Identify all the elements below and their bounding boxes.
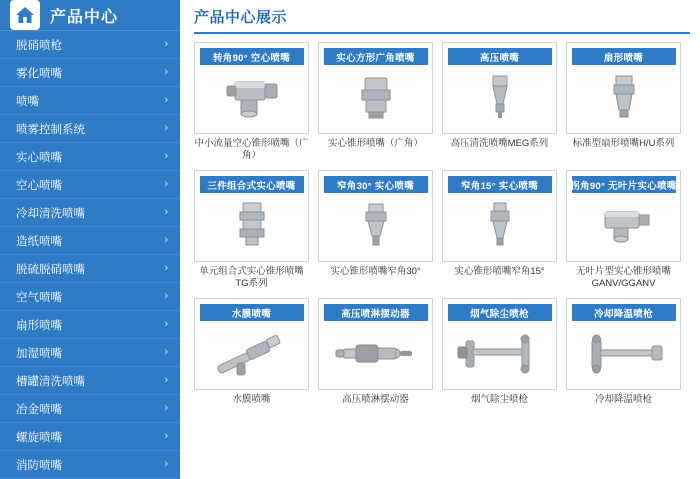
- sidebar-item-5[interactable]: [0, 171, 180, 199]
- product-thumb-box: [442, 298, 557, 390]
- product-thumb-box: [194, 170, 309, 262]
- product-card-9[interactable]: [318, 298, 433, 406]
- sidebar-item-6[interactable]: [0, 199, 180, 227]
- product-thumb-box: [442, 170, 557, 262]
- sidebar-item-label: 螺旋喷嘴: [16, 431, 62, 444]
- sidebar-item-15[interactable]: [0, 451, 180, 479]
- cooling-lance-icon: [571, 321, 676, 386]
- product-caption: 冷却降温喷枪: [594, 394, 652, 405]
- product-thumb-box: [566, 170, 681, 262]
- sidebar-item-label: 脱硫脱硝喷嘴: [16, 263, 85, 276]
- product-caption: 中小流量空心锥形喷嘴（广角）: [194, 138, 309, 161]
- product-thumb-box: [194, 298, 309, 390]
- product-thumb-box: [194, 42, 309, 134]
- product-card-10[interactable]: [442, 298, 557, 406]
- sidebar-item-label: 造纸喷嘴: [16, 235, 62, 248]
- sidebar-item-label: 加湿喷嘴: [16, 347, 62, 360]
- product-tag: 水膜喷嘴: [200, 304, 304, 321]
- chevron-right-icon: ›: [164, 38, 168, 50]
- chevron-right-icon: ›: [164, 122, 168, 134]
- product-caption: 无叶片型实心锥形喷嘴GANV/GGANV: [575, 266, 671, 289]
- sidebar-header: [0, 0, 180, 31]
- chevron-right-icon: ›: [164, 430, 168, 442]
- product-card-5[interactable]: [318, 170, 433, 290]
- narrow30-nozzle-icon: [323, 193, 428, 258]
- sidebar-item-10[interactable]: [0, 311, 180, 339]
- product-tag: 窄角15° 实心喷嘴: [448, 176, 552, 193]
- chevron-right-icon: ›: [164, 402, 168, 414]
- product-tag: 高压喷淋摆动器: [324, 304, 428, 321]
- sidebar-item-3[interactable]: [0, 115, 180, 143]
- sidebar-item-label: 空心喷嘴: [16, 179, 62, 192]
- home-icon: [10, 0, 40, 30]
- corner-vaneless-nozzle-icon: [571, 193, 676, 258]
- product-card-6[interactable]: [442, 170, 557, 290]
- sidebar-item-7[interactable]: [0, 227, 180, 255]
- sidebar: [0, 0, 180, 472]
- chevron-right-icon: ›: [164, 318, 168, 330]
- highpressure-nozzle-icon: [447, 65, 552, 130]
- product-caption: 标准型扇形喷嘴H/U系列: [572, 138, 675, 149]
- sidebar-item-13[interactable]: [0, 395, 180, 423]
- sidebar-item-11[interactable]: [0, 339, 180, 367]
- product-thumb-box: [318, 298, 433, 390]
- sidebar-item-8[interactable]: [0, 255, 180, 283]
- square-nozzle-icon: [323, 65, 428, 130]
- product-tag: 扇形喷嘴: [572, 48, 676, 65]
- product-caption: 实心锥形喷嘴窄角30°: [330, 266, 421, 277]
- product-tag: 实心方形广角喷嘴: [324, 48, 428, 65]
- sidebar-item-label: 冶金喷嘴: [16, 403, 62, 416]
- product-thumb-box: [442, 42, 557, 134]
- water-film-nozzle-icon: [199, 321, 304, 386]
- chevron-right-icon: ›: [164, 178, 168, 190]
- chevron-right-icon: ›: [164, 290, 168, 302]
- product-card-0[interactable]: [194, 42, 309, 162]
- sidebar-item-0[interactable]: [0, 31, 180, 59]
- product-card-1[interactable]: [318, 42, 433, 162]
- product-caption: 实心锥形喷嘴（广角）: [327, 138, 423, 149]
- product-thumb-box: [318, 42, 433, 134]
- sidebar-item-label: 实心喷嘴: [16, 151, 62, 164]
- product-card-8[interactable]: [194, 298, 309, 406]
- chevron-right-icon: ›: [164, 234, 168, 246]
- product-grid: [194, 42, 690, 406]
- three-piece-nozzle-icon: [199, 193, 304, 258]
- sidebar-item-2[interactable]: [0, 87, 180, 115]
- sidebar-item-9[interactable]: [0, 283, 180, 311]
- sidebar-item-12[interactable]: [0, 367, 180, 395]
- oscillator-icon: [323, 321, 428, 386]
- sidebar-item-label: 雾化喷嘴: [16, 67, 62, 80]
- product-tag: 转角90° 空心喷嘴: [200, 48, 304, 65]
- product-tag: 三件组合式实心喷嘴: [200, 176, 304, 193]
- product-tag: 冷却降温喷枪: [572, 304, 676, 321]
- chevron-right-icon: ›: [164, 94, 168, 106]
- chevron-right-icon: ›: [164, 150, 168, 162]
- page-title: 产品中心展示: [194, 8, 288, 26]
- product-thumb-box: [566, 298, 681, 390]
- product-tag: 拐角90° 无叶片实心喷嘴: [572, 176, 676, 193]
- main-header: [194, 0, 690, 34]
- sidebar-item-label: 喷嘴: [16, 95, 39, 108]
- narrow15-nozzle-icon: [447, 193, 552, 258]
- dust-lance-icon: [447, 321, 552, 386]
- sidebar-item-label: 冷却清洗喷嘴: [16, 207, 85, 220]
- sidebar-item-label: 喷雾控制系统: [16, 123, 85, 136]
- product-caption: 水膜喷嘴: [232, 394, 271, 405]
- elbow-nozzle-icon: [199, 65, 304, 130]
- sidebar-item-label: 消防喷嘴: [16, 459, 62, 472]
- sidebar-item-1[interactable]: [0, 59, 180, 87]
- product-thumb-box: [566, 42, 681, 134]
- sidebar-item-label: 空气喷嘴: [16, 291, 62, 304]
- chevron-right-icon: ›: [164, 374, 168, 386]
- product-card-7[interactable]: [566, 170, 681, 290]
- sidebar-menu: [0, 31, 180, 479]
- product-tag: 窄角30° 实心喷嘴: [324, 176, 428, 193]
- product-caption: 高压清洗喷嘴MEG系列: [450, 138, 549, 149]
- product-caption: 烟气除尘喷枪: [470, 394, 528, 405]
- product-card-2[interactable]: [442, 42, 557, 162]
- product-card-3[interactable]: [566, 42, 681, 162]
- chevron-right-icon: ›: [164, 346, 168, 358]
- sidebar-item-14[interactable]: [0, 423, 180, 451]
- sidebar-item-label: 扇形喷嘴: [16, 319, 62, 332]
- product-caption: 实心锥形喷嘴窄角15°: [454, 266, 545, 277]
- main-content: [180, 0, 700, 433]
- product-card-11[interactable]: [566, 298, 681, 406]
- chevron-right-icon: ›: [164, 206, 168, 218]
- product-card-4[interactable]: [194, 170, 309, 290]
- product-caption: 单元组合式实心锥形喷嘴TG系列: [199, 266, 304, 289]
- sidebar-item-label: 脱硝喷枪: [16, 39, 62, 52]
- chevron-right-icon: ›: [164, 66, 168, 78]
- sidebar-item-label: 槽罐清洗喷嘴: [16, 375, 85, 388]
- chevron-right-icon: ›: [164, 458, 168, 470]
- chevron-right-icon: ›: [164, 262, 168, 274]
- product-tag: 高压喷嘴: [448, 48, 552, 65]
- sidebar-item-4[interactable]: [0, 143, 180, 171]
- product-thumb-box: [318, 170, 433, 262]
- product-tag: 烟气除尘喷枪: [448, 304, 552, 321]
- product-caption: 高压喷淋摆动器: [342, 394, 409, 405]
- fan-nozzle-icon: [571, 65, 676, 130]
- sidebar-title: 产品中心: [50, 8, 119, 26]
